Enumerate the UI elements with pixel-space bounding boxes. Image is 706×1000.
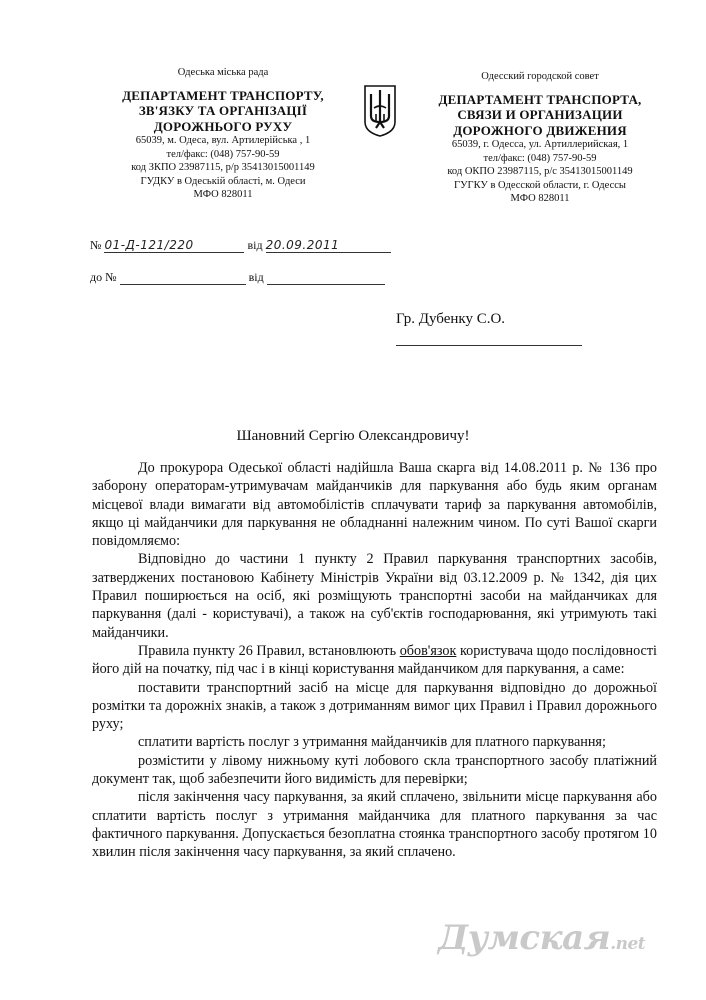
department-name-ru-line3: ДОРОЖНОГО ДВИЖЕНИЯ [453,122,627,138]
incoming-number-label: до № [90,270,117,284]
department-name-ua-line3: ДОРОЖНЬОГО РУХУ [153,118,293,134]
incoming-date-blank [267,270,385,285]
city-council-ru: Одесский городской совет [481,71,599,82]
number-label: № [90,238,102,252]
incoming-registration [90,270,385,285]
outgoing-number: 01-Д-121/220 [104,238,244,253]
letter-body [92,459,657,862]
paragraph-rules-scope: Відповідно до частини 1 пункту 2 Правил паркування транспортних засобів, затверджених постановою Кабінету Міністрів України від 03.12.2009 р. № 1342, дія цих Правил поширюється на осіб, які розміщують транспортні засоби на майданчиках для паркування (далі - користувачі), а також на суб'єктів господарювання, які утримують такі майданчики. [92,551,657,641]
outgoing-date: 20.09.2011 [266,238,391,253]
bank-ua: ГУДКУ в Одеській області, м. Одеси [140,175,306,187]
paragraph-complaint: До прокурора Одеської області надійшла Ваша скарга від 14.08.2011 р. № 136 про заборону операторам-утримувачам майданчиків для паркування або будь яким органам місцевої влади вимагати від автомобілістів сплачувати тариф за паркування автомобілів, якщо ці майданчики для паркування не обладнанні належним чином. По суті Вашої скарги повідомляємо: [92,460,657,550]
mfo-ru: МФО 828011 [510,193,570,205]
paragraph-obligation [92,642,657,679]
address-ua: 65039, м. Одеса, вул. Артилерійська , 1 [135,135,311,147]
department-name-ru-line1: ДЕПАРТАМЕНТ ТРАНСПОРТА, [438,91,642,107]
obligation-text-after: користувача щодо послідовності його дій на початку, під час і в кінці користування майданчиком для паркування, а саме: [92,642,657,678]
city-council-ua: Одеська міська рада [177,67,269,78]
watermark-suffix: .net [610,934,646,954]
duty-place-document: розмістити у лівому нижньому куті лобового скла транспортного засобу платіжний документ так, щоб забезпечити його видимість для перевірки; [92,752,657,788]
obligation-word: обов'язок [399,642,457,659]
phone-ru: тел/факс: (048) 757-90-59 [483,152,597,164]
date-label: від [247,238,263,252]
mfo-ua: МФО 828011 [193,189,253,201]
phone-ua: тел/факс: (048) 757-90-59 [166,148,280,160]
department-name-ua-line2: ЗВ'ЯЗКУ ТА ОРГАНІЗАЦІЇ [138,103,308,119]
outgoing-registration [90,238,391,253]
addressee: Гр. Дубенку С.О. [396,311,506,327]
dumskaya-watermark-logo [438,918,645,958]
duty-park-vehicle: поставити транспортний засіб на місце для паркування відповідно до дорожньої розмітки та дорожніх знаків, а також з дотриманням вимог цих Правил і Правил дорожнього руху; [92,679,657,733]
incoming-date-label: від [248,270,264,284]
bank-ru: ГУГКУ в Одесской области, г. Одессы [454,179,626,191]
greeting: Шановний Сергію Олександровичу! [236,428,470,444]
department-name-ua-line1: ДЕПАРТАМЕНТ ТРАНСПОРТУ, [122,87,324,103]
header-ukrainian [88,66,358,202]
addressee-underline [396,345,582,346]
duty-pay-service: сплатити вартість послуг з утримання майданчиків для платного паркування; [138,734,606,751]
watermark-brand: Думская [438,918,611,958]
trident-coat-of-arms-icon [362,82,398,138]
duty-leave-or-pay: після закінчення часу паркування, за який сплачено, звільнити місце паркування або сплатити вартість послуг з утримання майданчика для платного паркування за час фактичного паркування. Допускається безоплатна стоянка транспортного засобу протягом 10 хвилин після закінчення часу паркування, за який сплачено. [92,789,657,861]
bank-code-ua: код ЗКПО 23987115, р/р 35413015001149 [131,162,315,174]
incoming-number-blank [120,270,246,285]
department-name-ru-line2: СВЯЗИ И ОРГАНИЗАЦИИ [457,107,623,123]
address-ru: 65039, г. Одесса, ул. Артиллерийская, 1 [451,139,629,151]
bank-code-ru: код ОКПО 23987115, р/с 35413015001149 [447,166,633,178]
obligation-text-before: Правила пункту 26 Правил, встановлюють [138,642,400,659]
header-russian [400,70,680,206]
